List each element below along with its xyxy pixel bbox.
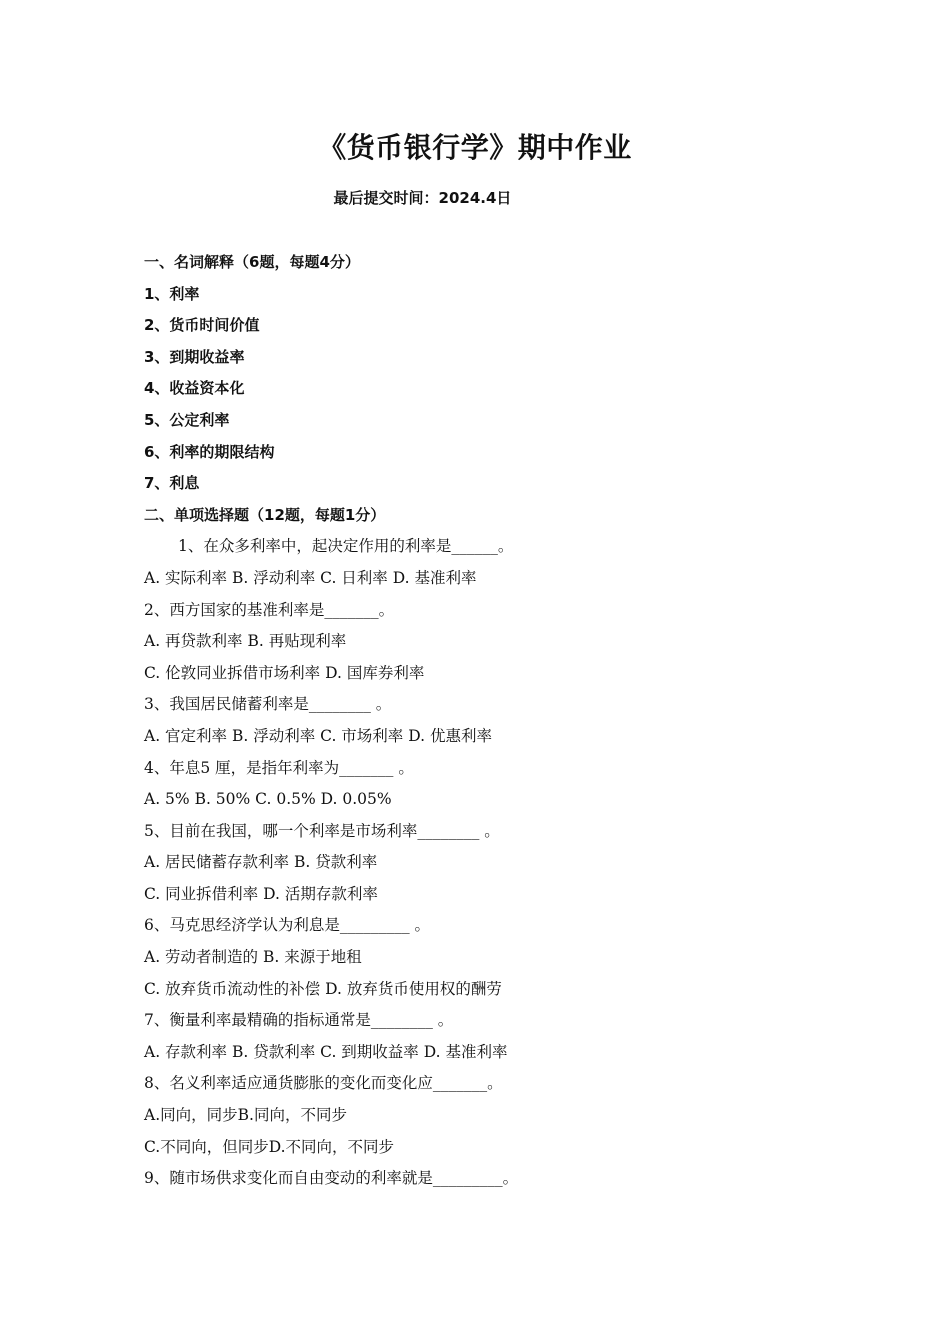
- question-line: A. 5% B. 50% C. 0.5% D. 0.05%: [144, 790, 392, 809]
- submission-deadline: 最后提交时间：2024.4日: [333, 189, 512, 207]
- question-line: C. 放弃货币流动性的补偿 D. 放弃货币使用权的酬劳: [144, 979, 502, 998]
- question-line: C. 伦敦同业拆借市场利率 D. 国库券利率: [144, 663, 425, 682]
- document-body: [144, 250, 824, 1198]
- question-line: 5、目前在我国，哪一个利率是市场利率________ 。: [144, 821, 500, 840]
- question-line: 1、在众多利率中，起决定作用的利率是______。: [178, 537, 514, 556]
- question-line: A. 居民储蓄存款利率 B. 贷款利率: [144, 853, 378, 872]
- section-line: 一、名词解释（6题，每题4分）: [144, 253, 360, 271]
- question-line: 6、马克思经济学认为利息是_________ 。: [144, 916, 431, 935]
- question-line: A.同向，同步B.同向，不同步: [144, 1106, 347, 1125]
- section-line: 6、利率的期限结构: [144, 442, 275, 461]
- question-line: 7、衡量利率最精确的指标通常是________ 。: [144, 1011, 454, 1030]
- question-line: 2、西方国家的基准利率是_______。: [144, 600, 395, 619]
- section-line: 二、单项选择题（12题，每题1分）: [144, 505, 386, 524]
- question-line: 3、我国居民储蓄利率是________ 。: [144, 695, 392, 714]
- section-line: 3、到期收益率: [144, 347, 245, 366]
- section-line: 1、利率: [144, 284, 200, 303]
- section-line: 4、收益资本化: [144, 379, 245, 398]
- question-line: A. 再贷款利率 B. 再贴现利率: [144, 632, 347, 651]
- document-title: 《货币银行学》期中作业: [318, 131, 632, 164]
- section-line: 5、公定利率: [144, 410, 230, 429]
- section-line: 7、利息: [144, 474, 200, 493]
- section-line: 2、货币时间价值: [144, 316, 260, 335]
- question-line: C. 同业拆借利率 D. 活期存款利率: [144, 884, 378, 903]
- question-line: A. 实际利率 B. 浮动利率 C. 日利率 D. 基准利率: [144, 568, 477, 587]
- question-line: A. 官定利率 B. 浮动利率 C. 市场利率 D. 优惠利率: [144, 726, 492, 745]
- question-line: A. 存款利率 B. 贷款利率 C. 到期收益率 D. 基准利率: [144, 1042, 508, 1061]
- question-line: C.不同向，但同步D.不同向，不同步: [144, 1137, 395, 1156]
- question-line: 9、随市场供求变化而自由变动的利率就是_________。: [144, 1169, 519, 1188]
- question-line: 8、名义利率适应通货膨胀的变化而变化应_______。: [144, 1074, 503, 1093]
- question-line: A. 劳动者制造的 B. 来源于地租: [144, 948, 362, 967]
- question-line: 4、年息5 厘，是指年利率为_______ 。: [144, 758, 414, 777]
